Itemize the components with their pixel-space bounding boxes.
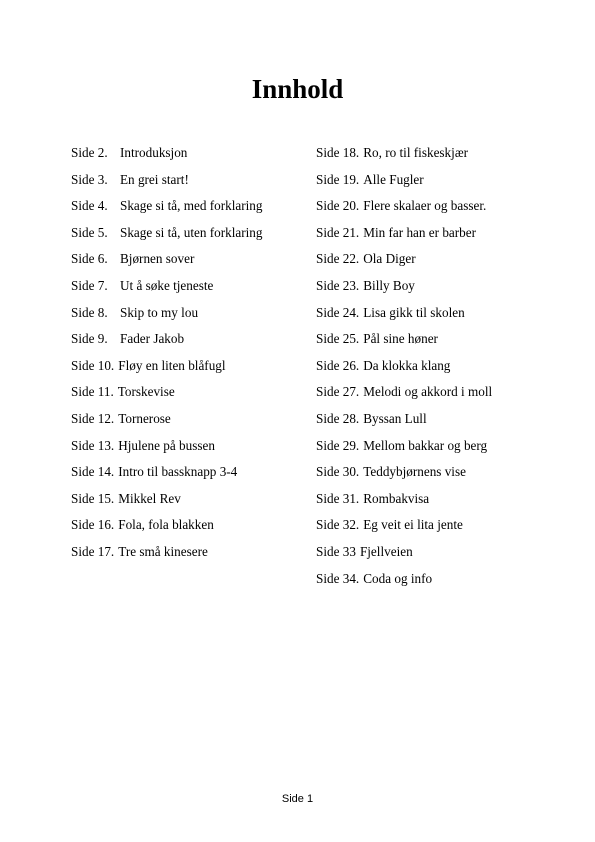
toc-entry-page: Side 16.: [71, 517, 115, 533]
toc-entry-title: Flere skalaer og basser.: [363, 198, 487, 214]
toc-entry-title: En grei start!: [120, 171, 189, 187]
toc-entry: [316, 302, 566, 329]
toc-entry-page: Side 30.: [316, 464, 360, 480]
toc-entry: [71, 488, 311, 515]
toc-left-column: [71, 142, 311, 568]
toc-right-column: [316, 142, 566, 594]
page-title: Innhold: [251, 74, 344, 104]
toc-entry: [71, 275, 311, 302]
toc-entry: [71, 541, 311, 568]
toc-entry-page: Side 31.: [316, 490, 360, 506]
page-number-footer: Side 1: [281, 793, 314, 805]
toc-entry-title: Byssan Lull: [363, 410, 427, 426]
toc-entry-page: Side 22.: [316, 251, 360, 267]
toc-entry-title: Mellom bakkar og berg: [363, 437, 488, 453]
toc-entry-page: Side 12.: [71, 410, 115, 426]
toc-entry-title: Fløy en liten blåfugl: [118, 357, 226, 373]
toc-entry-title: Bjørnen sover: [120, 251, 195, 267]
toc-entry-page: Side 10.: [71, 357, 115, 373]
toc-entry-page: Side 9.: [71, 331, 108, 347]
toc-entry-page: Side 15.: [71, 490, 115, 506]
toc-entry-title: Skip to my lou: [120, 304, 199, 320]
toc-entry: [316, 275, 566, 302]
toc-entry-title: Min far han er barber: [363, 224, 477, 240]
toc-entry-title: Ro, ro til fiskeskjær: [363, 145, 469, 160]
toc-entry: [71, 514, 311, 541]
toc-entry-title: Mikkel Rev: [118, 490, 181, 506]
toc-entry-title: Skage si tå, uten forklaring: [120, 224, 263, 240]
toc-entry-page: Side 23.: [316, 277, 360, 293]
toc-entry: [316, 514, 566, 541]
toc-entry-title: Coda og info: [363, 570, 433, 586]
toc-entry-page: Side 13.: [71, 437, 115, 453]
toc-entry-page: Side 20.: [316, 198, 360, 214]
toc-entry-title: Tre små kinesere: [118, 543, 208, 559]
toc-entry-page: Side 5.: [71, 224, 108, 240]
toc-entry: [316, 461, 566, 488]
toc-entry-page: Side 25.: [316, 331, 360, 347]
toc-entry: [71, 381, 311, 408]
toc-entry-title: Pål sine høner: [363, 331, 438, 347]
toc-entry-title: Torskevise: [117, 384, 175, 400]
toc-entry: [71, 461, 311, 488]
toc-entry-title: Alle Fugler: [363, 171, 424, 187]
toc-entry-page: Side 32.: [316, 517, 360, 533]
toc-entry-title: Teddybjørnens vise: [363, 464, 466, 480]
toc-entry-page: Side 34.: [316, 570, 360, 586]
toc-entry: [71, 408, 311, 435]
toc-entry-title: Ola Diger: [363, 251, 416, 267]
toc-entry: [71, 302, 311, 329]
toc-entry-title: Lisa gikk til skolen: [363, 304, 465, 320]
toc-entry-page: Side 4.: [71, 198, 108, 214]
toc-entry: [316, 408, 566, 435]
toc-entry: [71, 435, 311, 462]
toc-entry: [316, 568, 566, 595]
toc-entry-title: Eg veit ei lita jente: [363, 517, 463, 533]
toc-entry-title: Da klokka klang: [363, 357, 451, 373]
toc-entry: [71, 169, 311, 196]
toc-entry: [316, 355, 566, 382]
toc-entry-page: Side 7.: [71, 277, 108, 293]
toc-entry: [71, 328, 311, 355]
toc-entry-page: Side 28.: [316, 410, 360, 426]
toc-entry-title: Hjulene på bussen: [118, 437, 215, 453]
toc-entry-title: Fjellveien: [359, 543, 413, 559]
toc-entry-title: Tornerose: [118, 410, 171, 426]
toc-entry-title: Rombakvisa: [363, 490, 430, 506]
toc-entry-page: Side 24.: [316, 304, 360, 320]
toc-entry: [71, 222, 311, 249]
toc-entry-page: Side 19.: [316, 171, 360, 187]
toc-entry-title: Fola, fola blakken: [118, 517, 214, 533]
toc-entry: [316, 488, 566, 515]
toc-entry: [316, 328, 566, 355]
toc-entry: [71, 142, 311, 169]
toc-entry-page: Side 6.: [71, 251, 108, 267]
toc-entry: [316, 222, 566, 249]
toc-entry-page: Side 33: [316, 543, 356, 559]
toc-entry-page: Side 17.: [71, 543, 115, 559]
toc-entry-title: Introduksjon: [120, 145, 188, 160]
toc-entry-page: Side 3.: [71, 171, 108, 187]
toc-entry-page: Side 8.: [71, 304, 108, 320]
toc-entry-page: Side 2.: [71, 145, 108, 160]
toc-entry: [316, 142, 566, 169]
toc-entry-title: Fader Jakob: [120, 331, 185, 347]
toc-entry-page: Side 11.: [71, 384, 114, 400]
toc-entry: [71, 355, 311, 382]
toc-entry-page: Side 26.: [316, 357, 360, 373]
toc-entry-page: Side 27.: [316, 384, 360, 400]
toc-entry: [316, 381, 566, 408]
toc-entry: [71, 248, 311, 275]
toc-entry-title: Melodi og akkord i moll: [363, 384, 493, 400]
toc-entry: [316, 195, 566, 222]
toc-entry-title: Skage si tå, med forklaring: [120, 198, 263, 214]
toc-entry-title: Intro til bassknapp 3-4: [118, 464, 238, 480]
toc-entry-page: Side 18.: [316, 145, 360, 160]
toc-entry: [316, 248, 566, 275]
toc-entry: [316, 435, 566, 462]
toc-entry-page: Side 14.: [71, 464, 115, 480]
toc-entry-page: Side 21.: [316, 224, 360, 240]
toc-entry-page: Side 29.: [316, 437, 360, 453]
toc-entry: [316, 169, 566, 196]
toc-entry: [71, 195, 311, 222]
toc-entry-title: Ut å søke tjeneste: [120, 277, 214, 293]
toc-entry-title: Billy Boy: [363, 277, 415, 293]
toc-entry: [316, 541, 566, 568]
